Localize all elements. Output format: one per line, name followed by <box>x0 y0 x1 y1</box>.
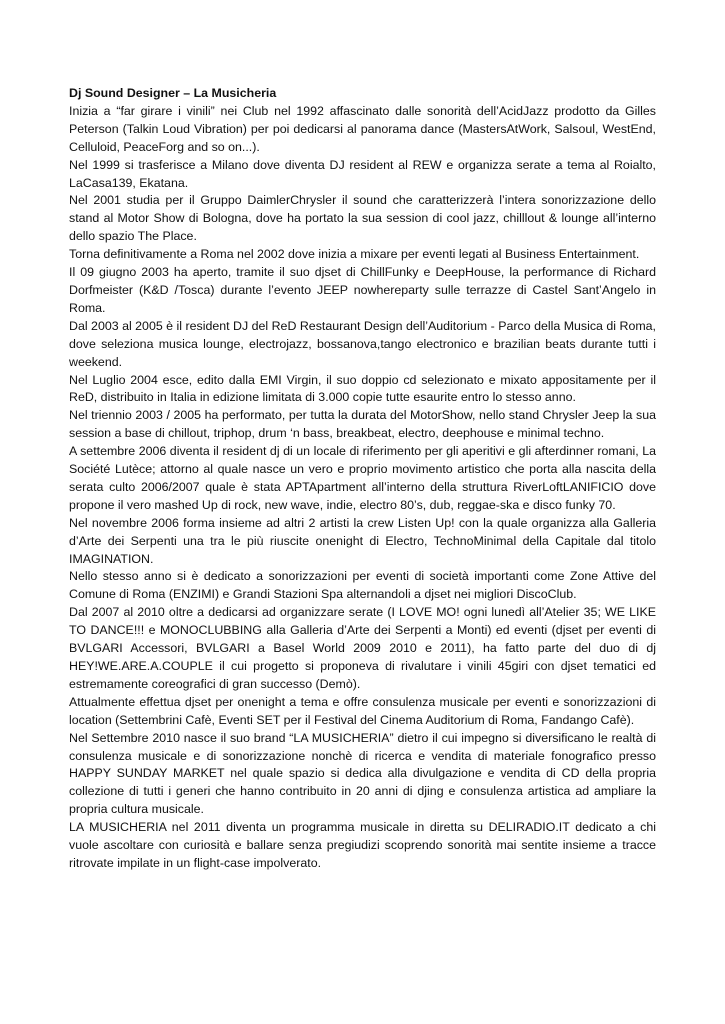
paragraph-attualmente: Attualmente effettua djset per onenight a tema e offre consulenza musicale per eventi e sonorizzazioni di location (Settembrini Cafè, Eventi SET per il Festival del Cinema Auditorium di Roma, Fandango Cafè). <box>69 694 656 727</box>
paragraph-motorshow: Nel triennio 2003 / 2005 ha performato, per tutta la durata del MotorShow, nello stand Chrysler Jeep la sua session a base di chillout, triphop, drum ‘n bass, breakbeat, electro, deephouse e minimal techno. <box>69 408 656 441</box>
paragraph-jeep-2003: Il 09 giugno 2003 ha aperto, tramite il suo djset di ChillFunky e DeepHouse, la performance di Richard Dorfmeister (K&D /Tosca) durante l’evento JEEP nowhereparty sulle terrazze di Castel Sant’Angelo in Roma. <box>69 265 656 315</box>
paragraph-start-career: Inizia a “far girare i vinili” nei Club nel 1992 affascinato dalle sonorità dell’AcidJazz prodotto da Gilles Peterson (Talkin Loud Vibration) per poi dedicarsi al panorama dance (MastersAtWork, Salsoul, WestEnd, Celluloid, PeaceForg and so on...). <box>69 103 656 154</box>
paragraph-daimlerchrysler-2001: Nel 2001 studia per il Gruppo DaimlerChrysler il sound che caratterizzerà l’intera sonorizzazione dello stand al Motor Show di Bologna, dove ha portato la sua session di cool jazz, chilllout & lounge all’interno dello spazio The Place. <box>69 193 656 244</box>
paragraph-sonorizzazioni: Nello stesso anno si è dedicato a sonorizzazioni per eventi di società importanti come Zone Attive del Comune di Roma (ENZIMI) e Grandi Stazioni Spa alternandoli a djset nei migliori DiscoClub. <box>69 569 656 602</box>
paragraph-milano-1999: Nel 1999 si trasferisce a Milano dove diventa DJ resident al REW e organizza serate a tema al Roialto, LaCasa139, Ekatana. <box>69 157 656 190</box>
paragraph-lutece-2006: A settembre 2006 diventa il resident dj di un locale di riferimento per gli aperitivi e gli afterdinner romani, La Société Lutèce; attorno al quale nasce un vero e proprio movimento artistico che porta alla nascita della serata culto 2006/2007 quale è stata APTApartment all’interno della struttura RiverLoftLANIFICIO dove propone il vero mashed Up di rock, new wave, indie, electro 80’s, dub, reggae-ska e disco funky 70. <box>69 444 656 512</box>
document-title: Dj Sound Designer – La Musicheria <box>69 86 277 100</box>
paragraph-2007-2010: Dal 2007 al 2010 oltre a dedicarsi ad organizzare serate (I LOVE MO! ogni lunedì all’Atelier 35; WE LIKE TO DANCE!!! e MONOCLUBBING alla Galleria d’Arte dei Serpenti a Monti) ed eventi (djset per eventi di BVLGARI Accessori, BVLGARI a Basel World 2009 2010 e 2011), ha fatto parte del duo di dj HEY!WE.ARE.A.COUPLE il cui progetto si proponeva di rivalutare i vinili 45giri con djset tematici ed estremamente coreografici di gran successo (Demò). <box>69 605 656 691</box>
paragraph-emi-cd-2004: Nel Luglio 2004 esce, edito dalla EMI Virgin, il suo doppio cd selezionato e mixato appositamente per il ReD, distribuito in Italia in edizione limitata di 3.000 copie tutte esaurite entro lo stesso anno. <box>69 372 656 405</box>
paragraph-roma-2002: Torna definitivamente a Roma nel 2002 dove inizia a mixare per eventi legati al Business Entertainment. <box>69 247 640 262</box>
paragraph-brand-2010: Nel Settembre 2010 nasce il suo brand “LA MUSICHERIA” dietro il cui impegno si diversificano le realtà di consulenza musicale e di sonorizzazione nonchè di ricerca e vendita di materiale fonografico presso HAPPY SUNDAY MARKET nel quale spazio si dedica alla divulgazione e vendita di CD della propria collezione di tutti i generi che hanno contribuito in 20 anni di djing e consulenza artistica ad ampliare la propria cultura musicale. <box>69 730 656 817</box>
paragraph-deliradio-2011: LA MUSICHERIA nel 2011 diventa un programma musicale in diretta su DELIRADIO.IT dedicato a chi vuole ascoltare con curiosità e ballare senza pregiudizi scoprendo sonorità mai sentite insieme a tracce ritrovate impilate in un flight-case impolverato. <box>69 820 656 870</box>
paragraph-red-resident: Dal 2003 al 2005 è il resident DJ del ReD Restaurant Design dell’Auditorium - Parco della Musica di Roma, dove seleziona musica lounge, electrojazz, bossanova,tango electronico e brazilian beats durante tutti i weekend. <box>69 318 656 369</box>
paragraph-listen-up: Nel novembre 2006 forma insieme ad altri 2 artisti la crew Listen Up! con la quale organizza alla Galleria d’Arte dei Serpenti una tra le più riuscite onenight di Electro, TechnoMinimal della Capitale dal titolo IMAGINATION. <box>69 515 656 566</box>
document-page <box>69 85 656 873</box>
